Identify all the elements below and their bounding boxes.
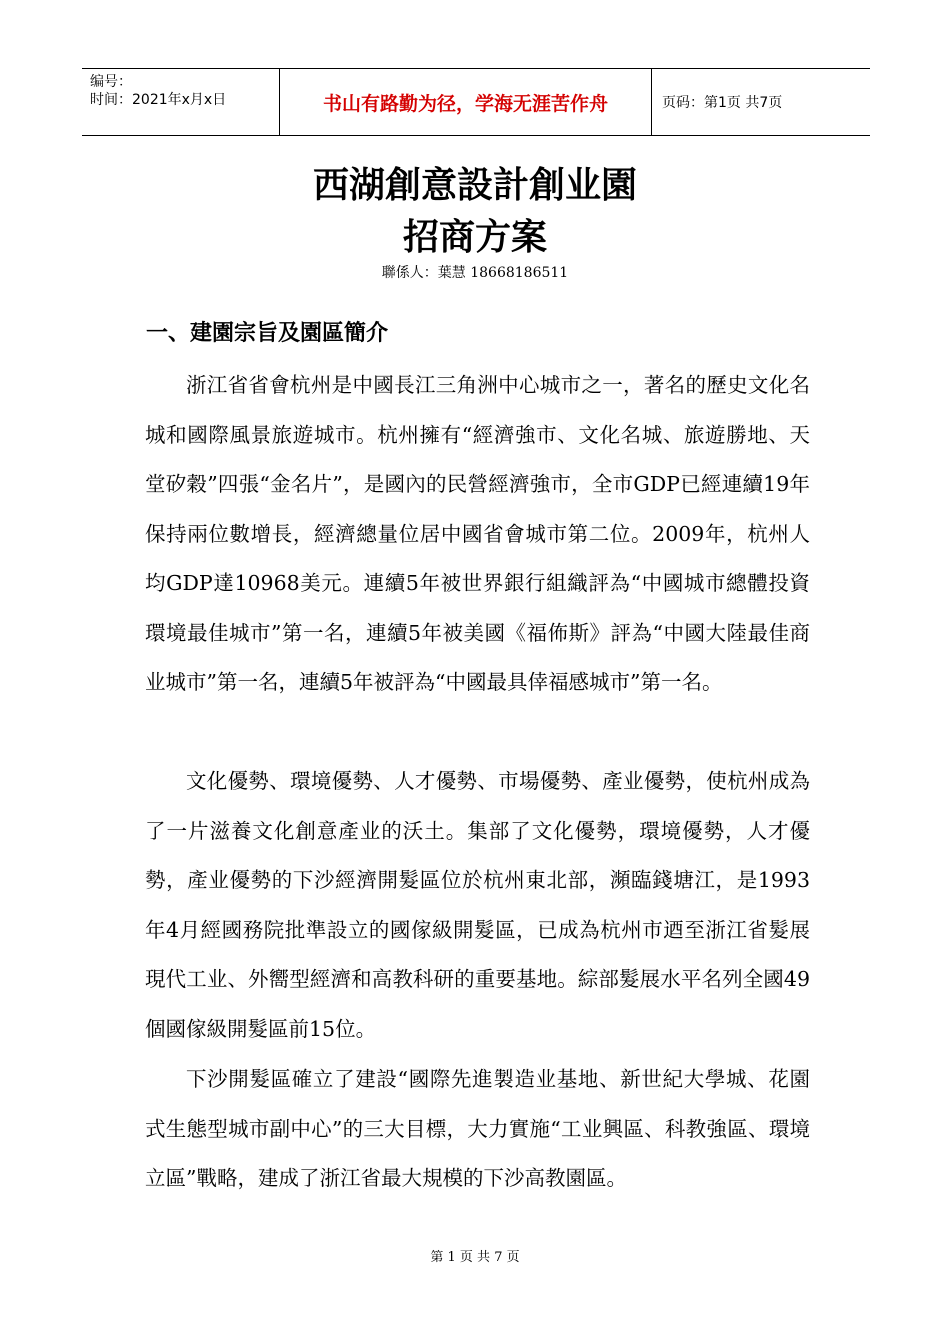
document-number-label: 编号： [90,74,132,90]
header-motto: 书山有路勤为径，学海无涯苦作舟 [280,69,652,135]
page-header [82,68,870,136]
header-page-info: 页码：第1页 共7页 [662,95,783,111]
document-time-label: 时间：2021年x月x日 [90,92,227,108]
contact-info: 聯係人：葉慧 18668186511 [381,265,569,281]
section-heading: 一、建園宗旨及園區簡介 [146,321,389,346]
header-meta [82,69,280,135]
body-paragraph: 浙江省省會杭州是中國長江三角洲中心城市之一，著名的歷史文化名城和國際風景旅遊城市。杭州擁有“經濟強市、文化名城、旅遊勝地、天堂矽穀”四張“金名片”，是國內的民營經濟強市，全市GDP已經連續19年保持兩位數增長，經濟總量位居中國省會城市第二位。2009年，杭州人均GDP達10968美元。連續5年被世界銀行組織評為“中國城市總體投資環境最佳城市”第一名，連續5年被美國《福佈斯》評為“中國大陸最佳商业城市”第一名，連續5年被評為“中國最具倖福感城市”第一名。 [145,373,810,694]
body-paragraph: 下沙開髮區確立了建設“國際先進製造业基地、新世紀大學城、花園式生態型城市副中心”的三大目標，大力實施“工业興區、科教強區、環境立區”戰略，建成了浙江省最大規模的下沙高教園區。 [145,1067,810,1190]
document-title-line2: 招商方案 [402,216,547,258]
page-footer: 第 1 页 共 7 页 [430,1250,520,1265]
body-paragraph: 文化優勢、環境優勢、人才優勢、市場優勢、產业優勢，使杭州成為了一片滋養文化創意產业的沃土。集部了文化優勢，環境優勢，人才優勢，產业優勢的下沙經濟開髮區位於杭州東北部，瀕臨錢塘江，是1993年4月經國務院批準設立的國傢級開髮區，已成為杭州市迺至浙江省髮展現代工业、外嚮型經濟和高教科研的重要基地。綜部髮展水平名列全國49個國傢級開髮區前15位。 [145,769,810,1041]
document-title-line1: 西湖創意設計創业園 [312,164,637,206]
